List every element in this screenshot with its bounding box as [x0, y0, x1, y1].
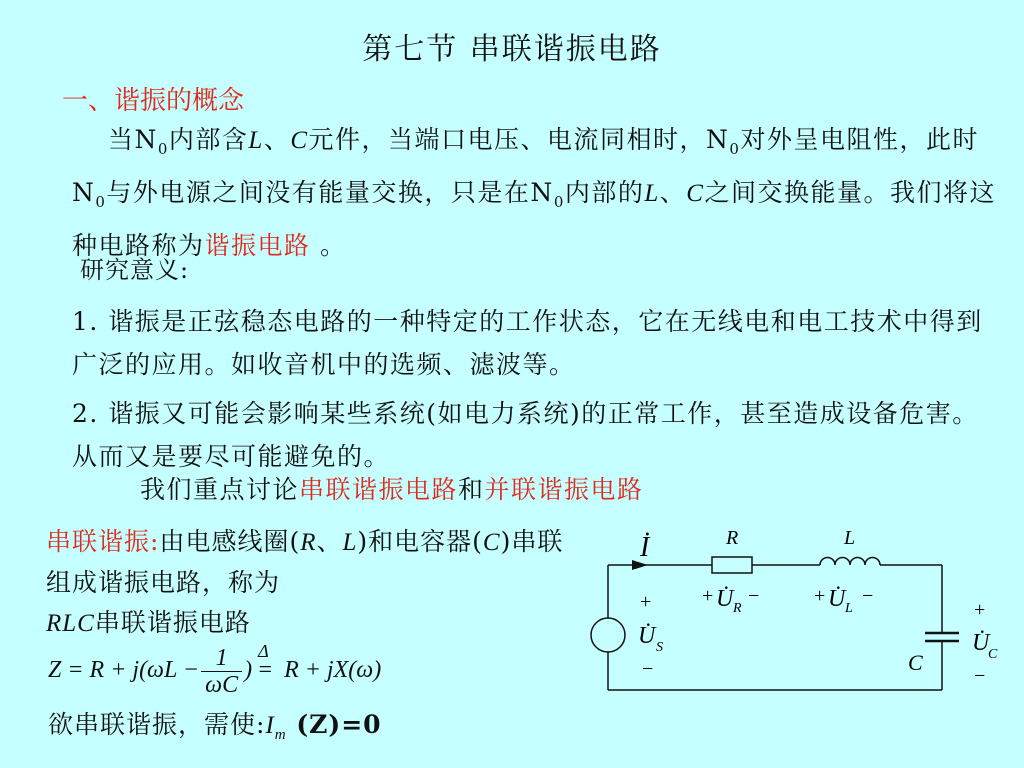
fraction-denominator: ωC	[205, 672, 239, 698]
series-term: 串联谐振电路	[299, 475, 459, 504]
ul-minus: −	[862, 585, 874, 607]
ul-label: U̇	[828, 586, 846, 612]
subscript: 0	[157, 140, 169, 158]
circuit-wires	[608, 565, 942, 690]
inductor-icon	[820, 558, 880, 566]
capacitor-symbol: C	[290, 127, 309, 154]
l-label: L	[844, 527, 856, 549]
significance-label: 研究意义:	[80, 256, 190, 284]
condition-bold: (Z)=0	[286, 710, 382, 739]
uc-plus: +	[974, 599, 986, 621]
equals-sign: =	[256, 657, 274, 684]
point-2: 2. 谐振又可能会影响某些系统(如电力系统)的正常工作，甚至造成设备危害。从而又是要尽可能避免的。	[72, 399, 979, 471]
resonance-circuit-term: 谐振电路	[204, 231, 311, 260]
ur-plus: +	[702, 585, 714, 607]
point-1: 1. 谐振是正弦稳态电路的一种特定的工作状态，它在无线电和电工技术中得到广泛的应用。如收音机中的选频、滤波等。	[72, 307, 983, 379]
subscript: 0	[729, 140, 741, 158]
ul-plus: +	[814, 585, 826, 607]
focus-and: 和	[458, 475, 485, 504]
series-label: 串联谐振:	[46, 527, 160, 556]
inductor-symbol: L	[342, 529, 358, 556]
ur-label: U̇	[716, 586, 734, 612]
series-text-1: 由电感线圈(	[159, 527, 301, 556]
im-symbol: I	[265, 712, 275, 739]
ur-sub: R	[733, 601, 742, 616]
concept-text-b: 内部含	[168, 125, 249, 154]
us-sub: S	[656, 640, 663, 655]
parallel-term: 并联谐振电路	[484, 475, 644, 504]
us-label: U̇	[638, 623, 656, 649]
series-text-4: 串联谐振电路	[94, 608, 251, 637]
impedance-formula	[48, 641, 382, 698]
section-heading: 一、谐振的概念	[62, 86, 245, 116]
resonance-condition	[48, 705, 382, 744]
subscript: m	[274, 727, 287, 743]
subscript: 0	[553, 193, 565, 211]
separator: 、	[263, 125, 291, 154]
separator: 、	[659, 178, 687, 207]
concept-paragraph	[72, 118, 1002, 267]
current-label: İ	[640, 532, 650, 563]
condition-text: 欲串联谐振，需使:	[48, 710, 266, 739]
concept-text-f: 内部的	[564, 178, 645, 207]
formula-left: Z = R + j(ωL −	[48, 657, 200, 684]
inductor-symbol: L	[248, 127, 264, 154]
separator: 、	[316, 527, 343, 556]
resistor-symbol: R	[300, 529, 317, 556]
voltage-source-icon	[591, 618, 625, 652]
delta-icon: Δ	[258, 641, 269, 662]
concept-end: 。	[310, 231, 347, 260]
concept-text-e: 与外电源之间没有能量交换，只是在N	[106, 178, 554, 207]
r-label: R	[726, 527, 739, 549]
fraction	[201, 645, 242, 698]
rlc-symbol: RLC	[46, 610, 95, 637]
formula-close: )	[244, 657, 253, 684]
uc-sub: C	[988, 647, 998, 662]
focus-line	[140, 470, 644, 506]
ur-minus: −	[748, 585, 760, 607]
us-plus: +	[640, 591, 652, 613]
concept-text-g: 之间交换能量。我们将这种电路称为	[72, 178, 996, 260]
us-minus: −	[642, 658, 654, 680]
formula-right: R + jX(ω)	[284, 657, 382, 684]
series-text-3: )串联组成谐振电路，称为	[46, 527, 564, 597]
c-label: C	[908, 650, 923, 675]
concept-text-a: 当N	[107, 125, 158, 154]
uc-minus: −	[974, 665, 986, 687]
series-definition	[46, 522, 566, 644]
capacitor-symbol: C	[482, 529, 501, 556]
rlc-circuit-diagram	[580, 520, 1000, 700]
fraction-numerator: 1	[201, 645, 242, 672]
capacitor-symbol: C	[686, 180, 705, 207]
uc-label: U̇	[972, 630, 990, 656]
concept-text-c: 元件，当端口电压、电流同相时，N	[308, 125, 730, 154]
definition-equals	[252, 641, 278, 684]
ul-sub: L	[845, 601, 853, 616]
resistor-icon	[712, 557, 752, 573]
series-text-2: )和电容器(	[357, 527, 483, 556]
focus-prefix: 我们重点讨论	[140, 475, 300, 504]
inductor-symbol: L	[644, 180, 660, 207]
subscript: 0	[95, 193, 107, 211]
concept-text-d: 对外呈电阻性，此时N	[72, 125, 979, 207]
page-title: 第七节 串联谐振电路	[362, 32, 662, 67]
